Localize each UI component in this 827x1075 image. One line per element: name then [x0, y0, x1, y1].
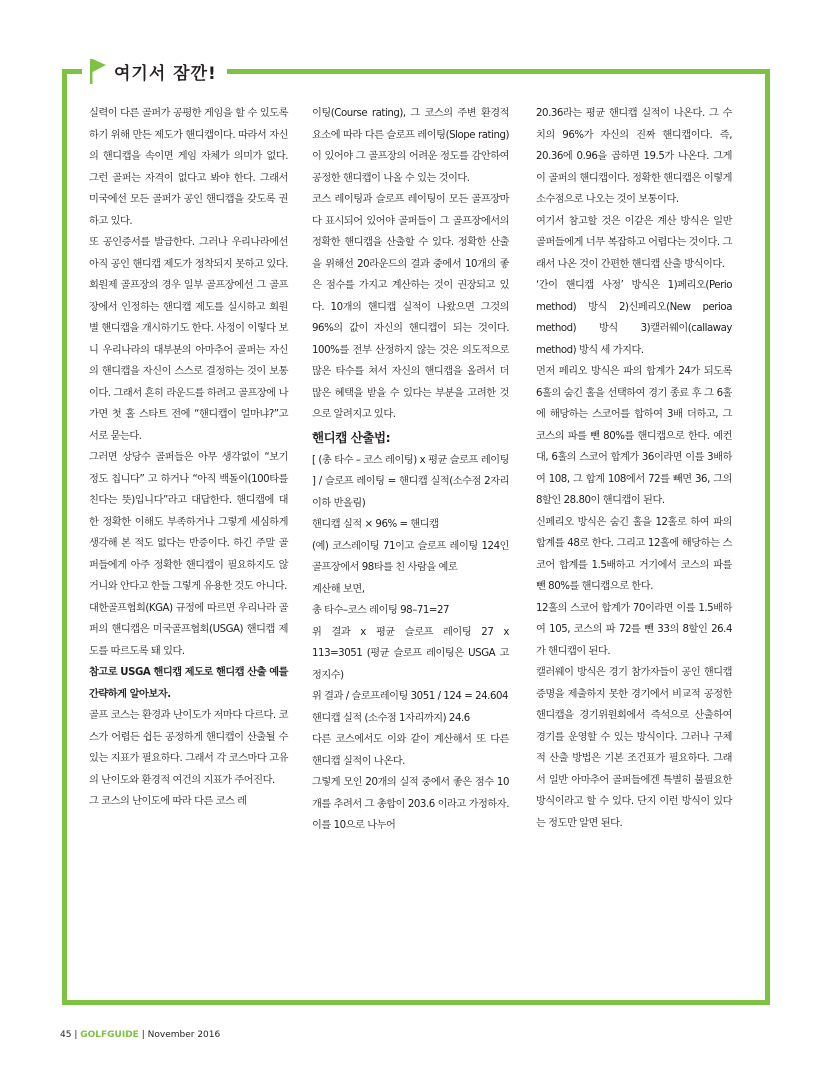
formula-line: [ (총 타수 – 코스 레이팅) x 평균 슬로프 레이팅 ] / 슬로프 레이팅 = 핸디캡 실적(소수점 2자리 이하 반올림): [312, 454, 509, 509]
paragraph: 20.36라는 평균 핸디캡 실적이 나온다. 그 수치의 96%가 자신의 진짜 핸디캡이다. 즉, 20.36에 0.96을 곱하면 19.5가 나온다. 그게 이 골퍼의 핸디캡이다. 정확한 핸디캡은 이렇게 소수점으로 나오는 것이 보통이다.: [536, 108, 732, 205]
section-title: 여기서 잠깐!: [114, 63, 217, 84]
section-header: [82, 55, 227, 87]
paragraph: 12홀의 스코어 합계가 70이라면 이를 1.5배하여 105, 코스의 파 72를 뺀 33의 8할인 26.4가 핸디캡이 된다.: [536, 602, 732, 657]
paragraph: 그러면 상당수 골퍼들은 아무 생각없이 “보기 정도 칩니다” 고 하거나 “아직 백돌이(100타를 친다는 뜻)입니다”라고 대답한다. 핸디캡에 대한 정확한 이해도 부족하거나 그렇게 세심하게 생각해 본 적도 없다는 반증이다. 하긴 주말 골퍼들에게 아주 정확한 핸디캡이 필요하지도 않거니와 안다고 한들 그렇게 유용한 것도 아니다.: [89, 452, 288, 592]
magazine-brand: GOLFGUIDE: [80, 1030, 139, 1040]
footer-separator: |: [74, 1030, 78, 1040]
paragraph: 먼저 페리오 방식은 파의 합계가 24가 되도록 6홀의 숨긴 홀을 선택하여 경기 종료 후 그 6홀에 해당하는 스코어를 합하여 3배 더하고, 그 코스의 파를 뺀 80%를 핸디캡으로 한다. 예컨대, 6홀의 스코어 합계가 36이라면 이를 3배하여 108, 그 합계 108에서 72를 빼면 36, 그의 8할인 28.80이 핸디캡이 된다.: [536, 366, 732, 506]
formula-line: 위 결과 x 평균 슬로프 레이팅 27 x 113=3051 (평균 슬로프 레이팅은 USGA 고정지수): [312, 626, 509, 681]
formula-line: 위 결과 / 슬로프레이팅 3051 / 124 = 24.604: [312, 691, 509, 702]
formula-line: 다른 코스에서도 이와 같이 계산해서 또 다른 핸디캡 실적이 나온다.: [312, 734, 509, 767]
paragraph: ‘간이 핸디캡 사정’ 방식은 1)페리오(Perio method) 방식 2)신페리오(New perioa method) 방식 3)캘러웨이(callaway method) 방식 세 가지다.: [536, 280, 732, 356]
paragraph: 그 코스의 난이도에 따라 다른 코스 레: [89, 796, 247, 807]
formula-heading: 핸디캡 산출법:: [312, 429, 391, 445]
formula-line: (예) 코스레이팅 71이고 슬로프 레이팅 124인 골프장에서 98타를 친 사람을 예로: [312, 540, 509, 573]
column-2: [312, 103, 509, 837]
column-1: [89, 103, 288, 813]
paragraph: 실력이 다른 골퍼가 공평한 게임을 할 수 있도록 하기 위해 만든 제도가 핸디캡이다. 따라서 자신의 핸디캡을 속이면 게임 자체가 의미가 없다. 그런 골퍼는 자격이 없다고 봐야 한다. 그래서 미국에선 모든 골퍼가 공인 핸디캡을 갖도록 권하고 있다.: [89, 108, 288, 227]
issue-date: November 2016: [147, 1030, 221, 1040]
formula-line: 그렇게 모인 20개의 실적 중에서 좋은 점수 10개를 추려서 그 총합이 203.6 이라고 가정하자. 이를 10으로 나누어: [312, 777, 509, 831]
paragraph: 이팅(Course rating), 그 코스의 주변 환경적 요소에 따라 다른 슬로프 레이팅(Slope rating)이 있어야 그 골프장의 어려운 정도를 감안하여 공정한 핸디캡이 나올 수 있는 것이다.: [312, 108, 509, 184]
paragraph: 골프 코스는 환경과 난이도가 저마다 다르다. 코스가 어렵든 쉽든 공정하게 핸디캡이 산출될 수 있는 지표가 필요하다. 그래서 각 코스마다 고유의 난이도와 환경적 여건의 지표가 주어진다.: [89, 710, 288, 786]
footer-separator: |: [141, 1030, 145, 1040]
paragraph: 캘러웨이 방식은 경기 참가자들이 공인 핸디캡 증명을 제출하지 못한 경기에서 비교적 공정한 핸디캡을 경기위원회에서 즉석으로 산출하여 경기를 운영할 수 있는 방식이다. 그러나 구체적 산출 방법은 기본 조건표가 필요하다. 그래서 일반 아마추어 골퍼들에겐 특별히 불필요한 방식이라고 할 수 있다. 단지 이런 방식이 있다는 정도만 알면 된다.: [536, 667, 732, 829]
formula-line: 총 타수–코스 레이팅 98–71=27: [312, 605, 450, 616]
paragraph: 여기서 참고할 것은 이같은 계산 방식은 일반 골퍼들에게 너무 복잡하고 어렵다는 것이다. 그래서 나온 것이 간편한 핸디캡 산출 방식이다.: [536, 215, 732, 270]
paragraph: 대한골프협회(KGA) 규정에 따르면 우리나라 골퍼의 핸디캡은 미국골프협회(USGA) 핸디캡 제도를 따르도록 돼 있다.: [89, 602, 288, 657]
paragraph: 코스 레이팅과 슬로프 레이팅이 모든 골프장마다 표시되어 있어야 골퍼들이 그 골프장에서의 정확한 핸디캡을 산출할 수 있다. 정확한 산출을 위해선 20라운드의 결과 중에서 10개의 좋은 점수를 가지고 계산하는 것이 권장되고 있다. 10개의 핸디캡 실적이 나왔으면 그것의 96%의 값이 자신의 핸디캡이 되는 것이다. 100%를 전부 산정하지 않는 것은 의도적으로 많은 타수를 쳐서 자신의 핸디캡을 올려서 더 많은 혜택을 받을 수 있다는 부분을 고려한 것으로 알려지고 있다.: [312, 194, 509, 420]
column-3: [536, 103, 732, 834]
formula-line: 핸디캡 실적 × 96% = 핸디캡: [312, 519, 439, 530]
formula-line: 계산해 보면,: [312, 583, 365, 595]
paragraph: 또 공인증서를 발급한다. 그러나 우리나라에선 아직 공인 핸디캡 제도가 정착되지 못하고 있다. 회원제 골프장의 경우 일부 골프장에선 그 골프장에서 인정하는 핸디캡 제도를 실시하고 회원별 핸디캡을 개시하기도 한다. 사정이 이렇다 보니 우리나라의 대부분의 아마추어 골퍼는 자신의 핸디캡을 자신이 스스로 결정하는 것이 보통이다. 그래서 흔히 라운드를 하려고 골프장에 나가면 첫 홀 스타트 전에 “핸디캡이 얼마냐?”고 서로 묻는다.: [89, 237, 288, 442]
formula-line: 핸디캡 실적 (소수점 1자리까지) 24.6: [312, 712, 470, 724]
flag-icon: [88, 57, 108, 85]
page-footer: [60, 1030, 220, 1040]
page-number: 45: [60, 1030, 72, 1040]
bold-paragraph: 참고로 USGA 핸디캡 제도로 핸디캡 산출 예를 간략하게 알아보자.: [89, 667, 288, 700]
paragraph: 신페리오 방식은 숨긴 홀을 12홀로 하여 파의 합계를 48로 한다. 그리고 12홀에 해당하는 스코어 합계를 1.5배하고 거기에서 코스의 파를 뺀 80%를 핸디캡으로 한다.: [536, 516, 732, 592]
